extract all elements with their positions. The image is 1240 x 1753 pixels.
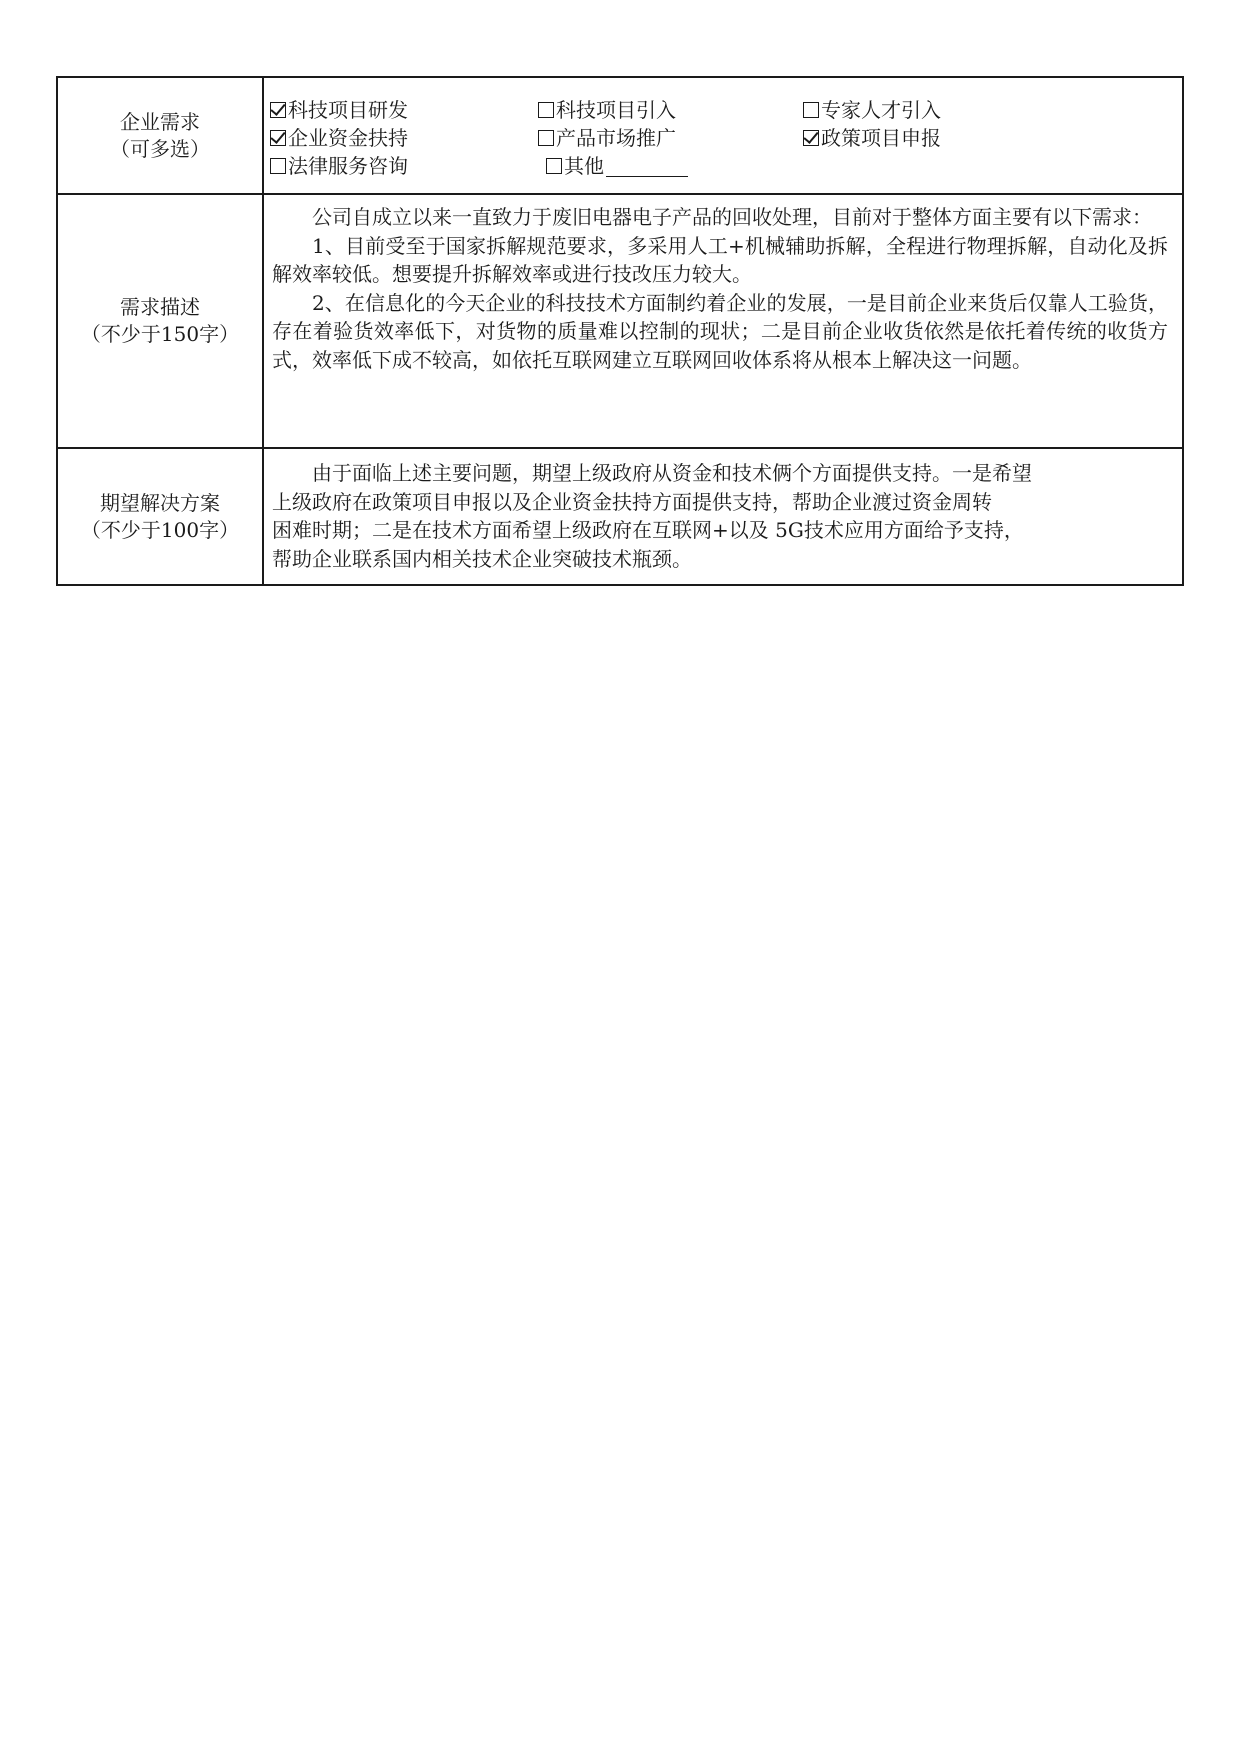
option-label: 产品市场推广 bbox=[556, 126, 676, 150]
expected-solution-sublabel: （不少于100字） bbox=[80, 517, 240, 542]
option-market-promotion[interactable] bbox=[538, 124, 803, 152]
option-funding-support[interactable] bbox=[270, 124, 538, 152]
needs-description-row bbox=[57, 194, 1183, 448]
checkbox-icon[interactable] bbox=[803, 130, 819, 146]
description-paragraph: 1、目前受至于国家拆解规范要求，多采用人工+机械辅助拆解，全程进行物理拆解，自动化及拆解效率较低。想要提升拆解效率或进行技改压力较大。 bbox=[272, 233, 1168, 286]
enterprise-needs-label: 企业需求 bbox=[120, 109, 200, 134]
solution-line: 上级政府在政策项目申报以及企业资金扶持方面提供支持，帮助企业渡过资金周转 bbox=[272, 489, 992, 514]
checkbox-icon[interactable] bbox=[538, 130, 554, 146]
checkbox-icon[interactable] bbox=[270, 158, 286, 174]
expected-solution-label-cell bbox=[57, 448, 263, 585]
needs-description-sublabel: （不少于150字） bbox=[80, 322, 240, 346]
description-paragraph: 2、在信息化的今天企业的科技技术方面制约着企业的发展，一是目前企业来货后仅靠人工验货，存在着验货效率低下，对货物的质量难以控制的现状；二是目前企业收货依然是依托着传统的收货方式，效率低下成不较高，如依托互联网建立互联网回收体系将从根本上解决这一问题。 bbox=[272, 290, 1168, 372]
expected-solution-row bbox=[57, 448, 1183, 585]
option-label: 其他 bbox=[564, 154, 604, 178]
expected-solution-text-cell bbox=[263, 448, 1183, 585]
option-label: 政策项目申报 bbox=[821, 126, 941, 150]
option-label: 科技项目研发 bbox=[288, 98, 408, 122]
checkbox-icon[interactable] bbox=[546, 158, 562, 174]
needs-options-grid bbox=[270, 96, 1182, 180]
checkbox-icon[interactable] bbox=[270, 102, 286, 118]
enterprise-needs-sublabel: （可多选） bbox=[110, 136, 210, 161]
other-fill-in-blank[interactable] bbox=[606, 156, 688, 177]
enterprise-needs-row bbox=[57, 77, 1183, 194]
checkbox-icon[interactable] bbox=[538, 102, 554, 118]
solution-line: 由于面临上述主要问题，期望上级政府从资金和技术俩个方面提供支持。一是希望 bbox=[312, 461, 1032, 485]
option-tech-rnd[interactable] bbox=[270, 96, 538, 124]
description-paragraph: 公司自成立以来一直致力于废旧电器电子产品的回收处理，目前对于整体方面主要有以下需求： bbox=[312, 205, 1152, 229]
option-expert-talent[interactable] bbox=[803, 96, 1103, 124]
option-tech-introduction[interactable] bbox=[538, 96, 803, 124]
needs-description-label-cell bbox=[57, 194, 263, 448]
needs-description-label: 需求描述 bbox=[120, 295, 200, 319]
option-label: 企业资金扶持 bbox=[288, 126, 408, 150]
option-legal-consulting[interactable] bbox=[270, 152, 538, 180]
needs-description-text-cell bbox=[263, 194, 1183, 448]
enterprise-needs-options-cell bbox=[263, 77, 1183, 194]
checkbox-icon[interactable] bbox=[270, 130, 286, 146]
option-policy-application[interactable] bbox=[803, 124, 1103, 152]
option-other[interactable] bbox=[538, 152, 803, 180]
option-label: 专家人才引入 bbox=[821, 98, 941, 122]
solution-line: 困难时期；二是在技术方面希望上级政府在互联网+以及 5G技术应用方面给予支持， bbox=[272, 518, 1024, 542]
expected-solution-label: 期望解决方案 bbox=[100, 490, 220, 515]
application-form-table bbox=[56, 76, 1184, 586]
enterprise-needs-label-cell bbox=[57, 77, 263, 194]
option-label: 科技项目引入 bbox=[556, 98, 676, 122]
option-label: 法律服务咨询 bbox=[288, 154, 408, 178]
checkbox-icon[interactable] bbox=[803, 102, 819, 118]
solution-line: 帮助企业联系国内相关技术企业突破技术瓶颈。 bbox=[272, 546, 692, 571]
